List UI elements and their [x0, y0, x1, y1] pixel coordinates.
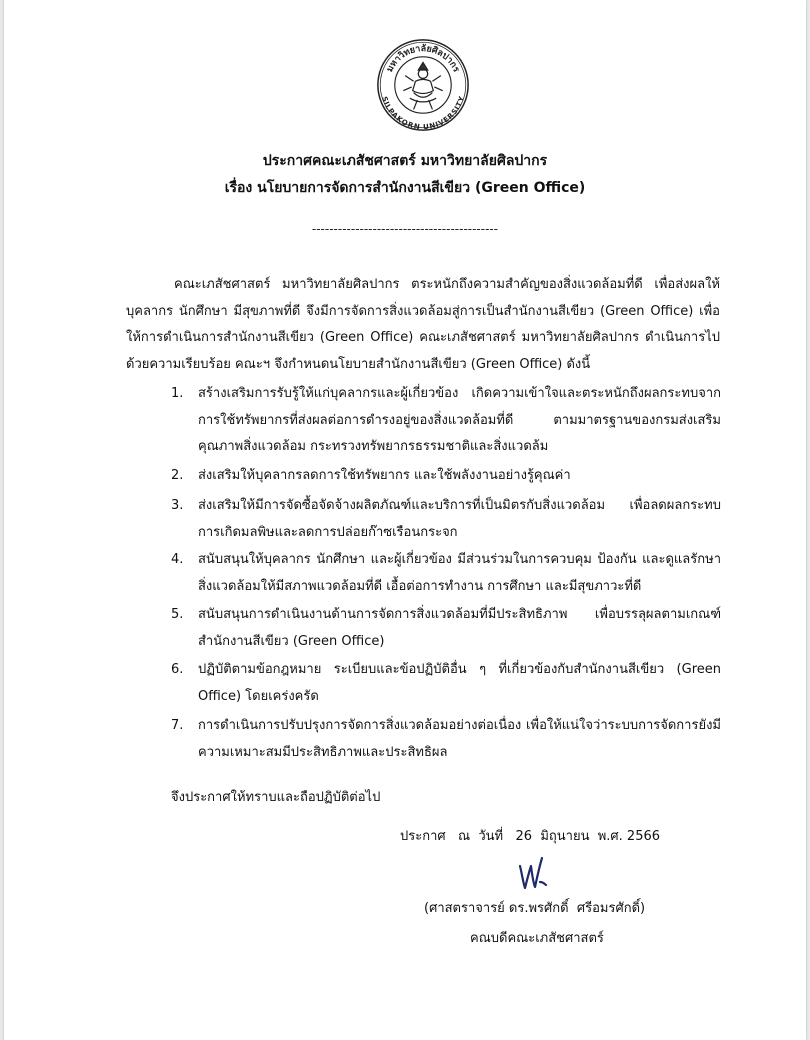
- signer-position: คณบดีคณะเภสัชศาสตร์: [470, 931, 604, 946]
- university-seal-logo: [376, 38, 470, 132]
- divider-line: -------------------------------------------: [311, 222, 499, 236]
- policy-item-number: 5.: [171, 607, 184, 622]
- intro-text: คณะเภสัชศาสตร์ มหาวิทยาลัยศิลปากร ตระหนักถึงความสำคัญของสิ่งแวดล้อมที่ดี เพื่อส่งผลให้บุคลากร นักศึกษา มีสุขภาพที่ดี จึงมีการจัดการสิ่งแวดล้อมสู่การเป็นสำนักงานสีเขียว (Green Office) เพื่อให้การดำเนินการสำนักงานสีเขียว (Green Office) คณะเภสัชศาสตร์ มหาวิทยาลัยศิลปากร ดำเนินการไปด้วยความเรียบร้อย คณะฯ จึงกำหนดนโยบายสำนักงานสีเขียว (Green Office) ดังนี้: [126, 277, 720, 372]
- policy-item: [171, 381, 721, 461]
- policy-item-text: สนับสนุนให้บุคลากร นักศึกษา และผู้เกี่ยวข้อง มีส่วนร่วมในการควบคุม ป้องกัน และดูแลรักษาสิ่งแวดล้อมให้มีสภาพแวดล้อมที่ดี เอื้อต่อการทำงาน การศึกษา และมีสุขภาวะที่ดี: [198, 552, 721, 594]
- announcement-date: ประกาศ ณ วันที่ 26 มิถุนายน พ.ศ. 2566: [400, 829, 661, 844]
- policy-item-text: สนับสนุนการดำเนินงานด้านการจัดการสิ่งแวดล้อมที่มีประสิทธิภาพ เพื่อบรรลุผลตามเกณฑ์สำนักงานสีเขียว (Green Office): [198, 607, 721, 649]
- policy-item: [171, 493, 721, 546]
- policy-item-number: 2.: [171, 468, 184, 483]
- closing-statement: จึงประกาศให้ทราบและถือปฏิบัติต่อไป: [171, 790, 381, 805]
- seal-bottom-text: SILPAKORN UNIVERSITY: [380, 95, 466, 132]
- policy-item-number: 1.: [171, 386, 184, 401]
- policy-item-number: 4.: [171, 552, 184, 567]
- policy-item: [171, 657, 721, 710]
- policy-item-text: ปฏิบัติตามข้อกฎหมาย ระเบียบและข้อปฏิบัติอื่น ๆ ที่เกี่ยวข้องกับสำนักงานสีเขียว (Green Office) โดยเคร่งครัด: [198, 662, 721, 704]
- policy-item: [171, 547, 721, 600]
- policy-item: [171, 602, 721, 655]
- policy-item-text: ส่งเสริมให้บุคลากรลดการใช้ทรัพยากร และใช้พลังงานอย่างรู้คุณค่า: [198, 468, 571, 483]
- policy-item-text: ส่งเสริมให้มีการจัดซื้อจัดจ้างผลิตภัณฑ์และบริการที่เป็นมิตรกับสิ่งแวดล้อม เพื่อลดผลกระทบการเกิดมลพิษและลดการปล่อยก๊าซเรือนกระจก: [198, 498, 721, 540]
- policy-item: [171, 463, 721, 490]
- policy-item: [171, 713, 721, 766]
- document-page: [4, 0, 806, 1040]
- handwritten-signature: [516, 852, 550, 894]
- seal-top-text: มหาวิทยาลัยศิลปากร: [385, 44, 461, 74]
- policy-item-text: สร้างเสริมการรับรู้ให้แก่บุคลากรและผู้เกี่ยวข้อง เกิดความเข้าใจและตระหนักถึงผลกระทบจากการใช้ทรัพยากรที่ส่งผลต่อการดำรงอยู่ของสิ่งแวดล้อมที่ดี ตามมาตรฐานของกรมส่งเสริมคุณภาพสิ่งแวดล้อม กระทรวงทรัพยากรธรรมชาติและสิ่งแวดล้ม: [198, 386, 721, 454]
- signer-name: (ศาสตราจารย์ ดร.พรศักดิ์ ศรีอมรศักดิ์): [424, 901, 646, 916]
- policy-item-text: การดำเนินการปรับปรุงการจัดการสิ่งแวดล้อมอย่างต่อเนื่อง เพื่อให้แน่ใจว่าระบบการจัดการยังมีความเหมาะสมมีประสิทธิภาพและประสิทธิผล: [198, 718, 721, 760]
- policy-item-number: 6.: [171, 662, 184, 677]
- intro-paragraph: [126, 272, 720, 378]
- announcement-subject: เรื่อง นโยบายการจัดการสำนักงานสีเขียว (Green Office): [224, 180, 586, 196]
- policy-item-number: 7.: [171, 718, 184, 733]
- policy-item-number: 3.: [171, 498, 184, 513]
- announcement-title: ประกาศคณะเภสัชศาสตร์ มหาวิทยาลัยศิลปากร: [262, 153, 548, 169]
